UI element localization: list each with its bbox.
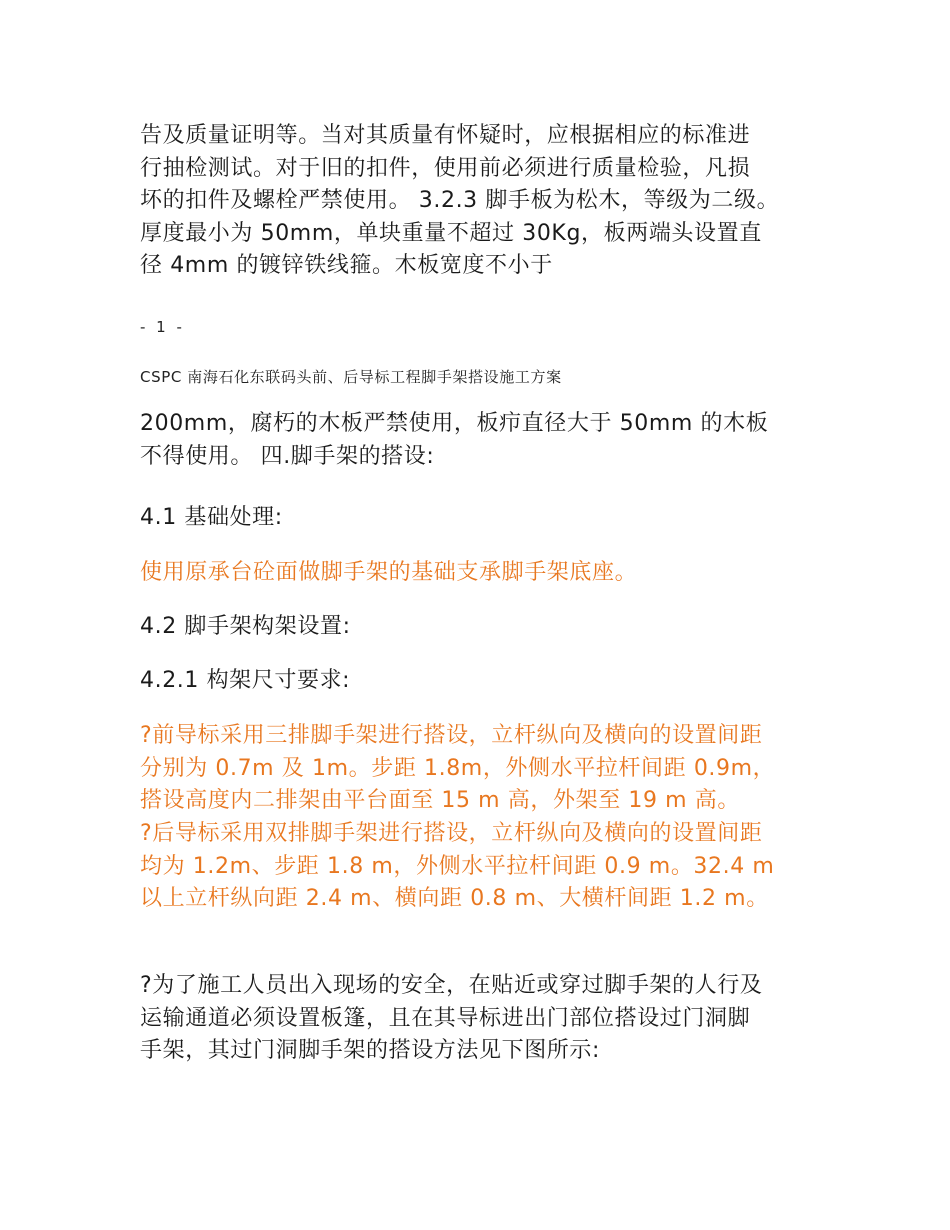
- text-line: 径 4mm 的镀锌铁线箍。木板宽度不小于: [140, 253, 553, 278]
- front-marker-paragraph: [140, 720, 830, 818]
- text-line: ?前导标采用三排脚手架进行搭设，立杆纵向及横向的设置间距: [140, 723, 763, 748]
- body-text: 使用原承台砼面做脚手架的基础支承脚手架底座。: [140, 560, 638, 585]
- text-line: 200mm，腐朽的木板严禁使用，板疖直径大于 50mm 的木板: [140, 411, 769, 436]
- running-header: CSPC 南海石化东联码头前、后导标工程脚手架搭设施工方案: [140, 368, 562, 386]
- rear-marker-paragraph: [140, 818, 830, 916]
- page-number: - 1 -: [140, 318, 185, 336]
- text-line: 行抽检测试。对于旧的扣件，使用前必须进行质量检验，凡损: [140, 155, 751, 181]
- text-line: 运输通道必须设置板篷，且在其导标进出门部位搭设过门洞脚: [140, 1005, 751, 1031]
- heading-text: 4.2.1 构架尺寸要求:: [140, 668, 351, 693]
- text-line: 均为 1.2m、步距 1.8 m，外侧水平拉杆间距 0.9 m。32.4 m: [140, 853, 775, 879]
- section-4-1-body: [140, 557, 830, 590]
- text-line: 告及质量证明等。当对其质量有怀疑时，应根据相应的标准进: [140, 123, 751, 148]
- text-line: 坏的扣件及螺栓严禁使用。 3.2.3 脚手板为松木，等级为二级。: [140, 188, 780, 213]
- text-line: 以上立杆纵向距 2.4 m、横向距 0.8 m、大横杆间距 1.2 m。: [140, 886, 769, 911]
- text-line: ?后导标采用双排脚手架进行搭设，立杆纵向及横向的设置间距: [140, 821, 763, 846]
- top-paragraph: [140, 120, 830, 283]
- text-line: 厚度最小为 50mm，单块重量不超过 30Kg，板两端头设置直: [140, 220, 762, 246]
- continuation-paragraph: [140, 408, 830, 473]
- heading-text: 4.1 基础处理:: [140, 505, 283, 530]
- text-line: 不得使用。 四.脚手架的搭设:: [140, 443, 435, 469]
- heading-text: 4.2 脚手架构架设置:: [140, 614, 351, 639]
- text-line: 分别为 0.7m 及 1m。步距 1.8m，外侧水平拉杆间距 0.9m，: [140, 755, 776, 781]
- section-heading-4-2-1: [140, 665, 830, 698]
- text-line: 手架，其过门洞脚手架的搭设方法见下图所示:: [140, 1038, 601, 1063]
- safety-paragraph: [140, 970, 830, 1068]
- text-line: ?为了施工人员出入现场的安全，在贴近或穿过脚手架的人行及: [140, 973, 763, 998]
- text-line: 搭设高度内二排架由平台面至 15 m 高，外架至 19 m 高。: [140, 788, 741, 813]
- section-heading-4-2: [140, 611, 830, 644]
- section-heading-4-1: [140, 502, 830, 535]
